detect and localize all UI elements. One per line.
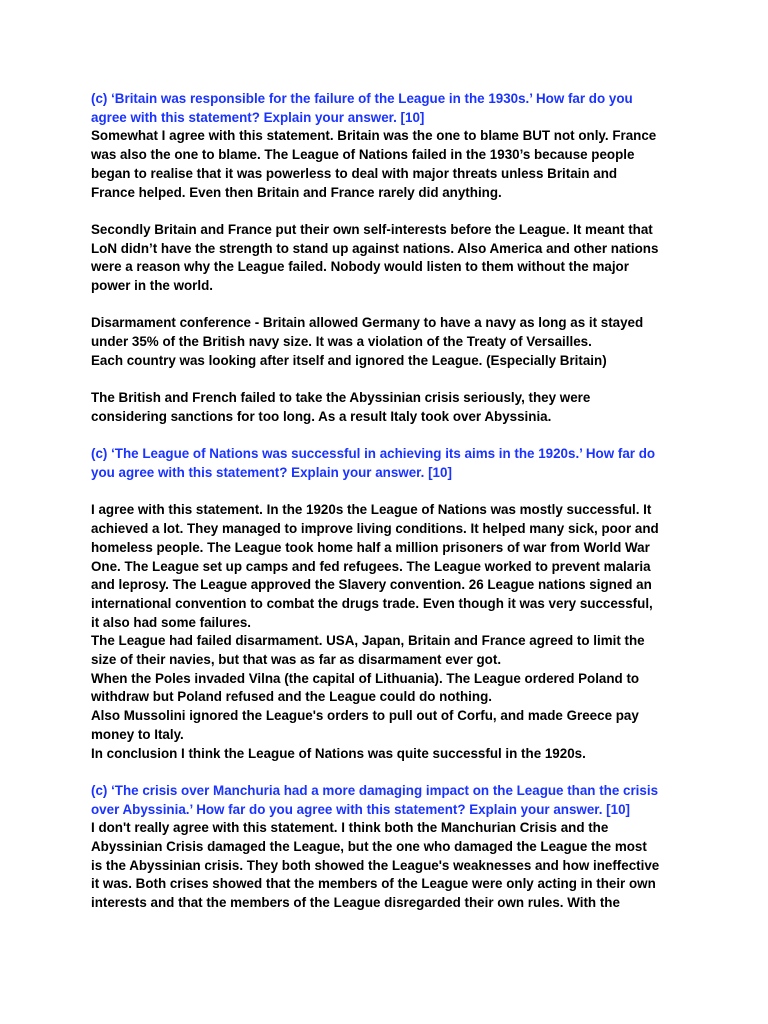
question-britain-1930s: (c) ‘Britain was responsible for the failure of the League in the 1930s.’ How far do you agree with this statement? Explain your answer. [10]	[91, 91, 633, 125]
answer-paragraph: Disarmament conference - Britain allowed Germany to have a navy as long as it stayed under 35% of the British navy size. It was a violation of the Treaty of Versailles. Each country was looking after itself and ignored the League. (Especially Britain)	[91, 315, 644, 368]
paragraph-gap	[91, 371, 691, 390]
paragraph-gap	[91, 427, 691, 446]
paragraph-gap	[91, 483, 691, 502]
answer-paragraph: The British and French failed to take the Abyssinian crisis seriously, they were considering sanctions for too long. As a result Italy took over Abyssinia.	[91, 390, 591, 424]
question-manchuria-abyssinia: (c) ‘The crisis over Manchuria had a more damaging impact on the League than the crisis over Abyssinia.’ How far do you agree with this statement? Explain your answer. [10]	[91, 782, 659, 817]
document-page	[91, 90, 691, 913]
answer-paragraph: I agree with this statement. In the 1920s the League of Nations was mostly successful. It achieved a lot. They managed to improve living conditions. It helped many sick, poor and homeless people. The League took home half a million prisoners of war from World War One. The League set up camps and fed refugees. The League worked to prevent malaria and leprosy. The League approved the Slavery convention. 26 League nations signed an international convention to combat the drugs trade. Even though it was very successful, it also had some failures. The League had failed disarmament. USA, Japan, Britain and France agreed to limit the size of their navies, but that was as far as disarmament ever got. When the Poles invaded Vilna (the capital of Lithuania). The League ordered Poland to withdraw but Poland refused and the League could do nothing. Also Mussolini ignored the League's orders to pull out of Corfu, and made Greece pay money to Italy. In conclusion I think the League of Nations was quite successful in the 1920s.	[91, 502, 659, 761]
answer-paragraph: Somewhat I agree with this statement. Britain was the one to blame BUT not only. France was also the one to blame. The League of Nations failed in the 1930’s because people began to realise that it was powerless to deal with major threats unless Britain and France helped. Even then Britain and France rarely did anything.	[91, 128, 657, 200]
paragraph-gap	[91, 763, 691, 782]
answer-paragraph: I don't really agree with this statement. I think both the Manchurian Crisis and the Abyssinian Crisis damaged the League, but the one who damaged the League the most is the Abyssinian crisis. They both showed the League's weaknesses and how ineffective it was. Both crises showed that the members of the League were only acting in their own interests and that the members of the League disregarded their own rules. With the	[91, 820, 660, 911]
paragraph-gap	[91, 296, 691, 315]
question-league-1920s: (c) ‘The League of Nations was successful in achieving its aims in the 1920s.’ How far do you agree with this statement? Explain your answer. [10]	[91, 446, 656, 480]
answer-paragraph: Secondly Britain and France put their own self-interests before the League. It meant that LoN didn’t have the strength to stand up against nations. Also America and other nations were a reason why the League failed. Nobody would listen to them without the major power in the world.	[91, 221, 659, 294]
paragraph-gap	[91, 202, 691, 221]
